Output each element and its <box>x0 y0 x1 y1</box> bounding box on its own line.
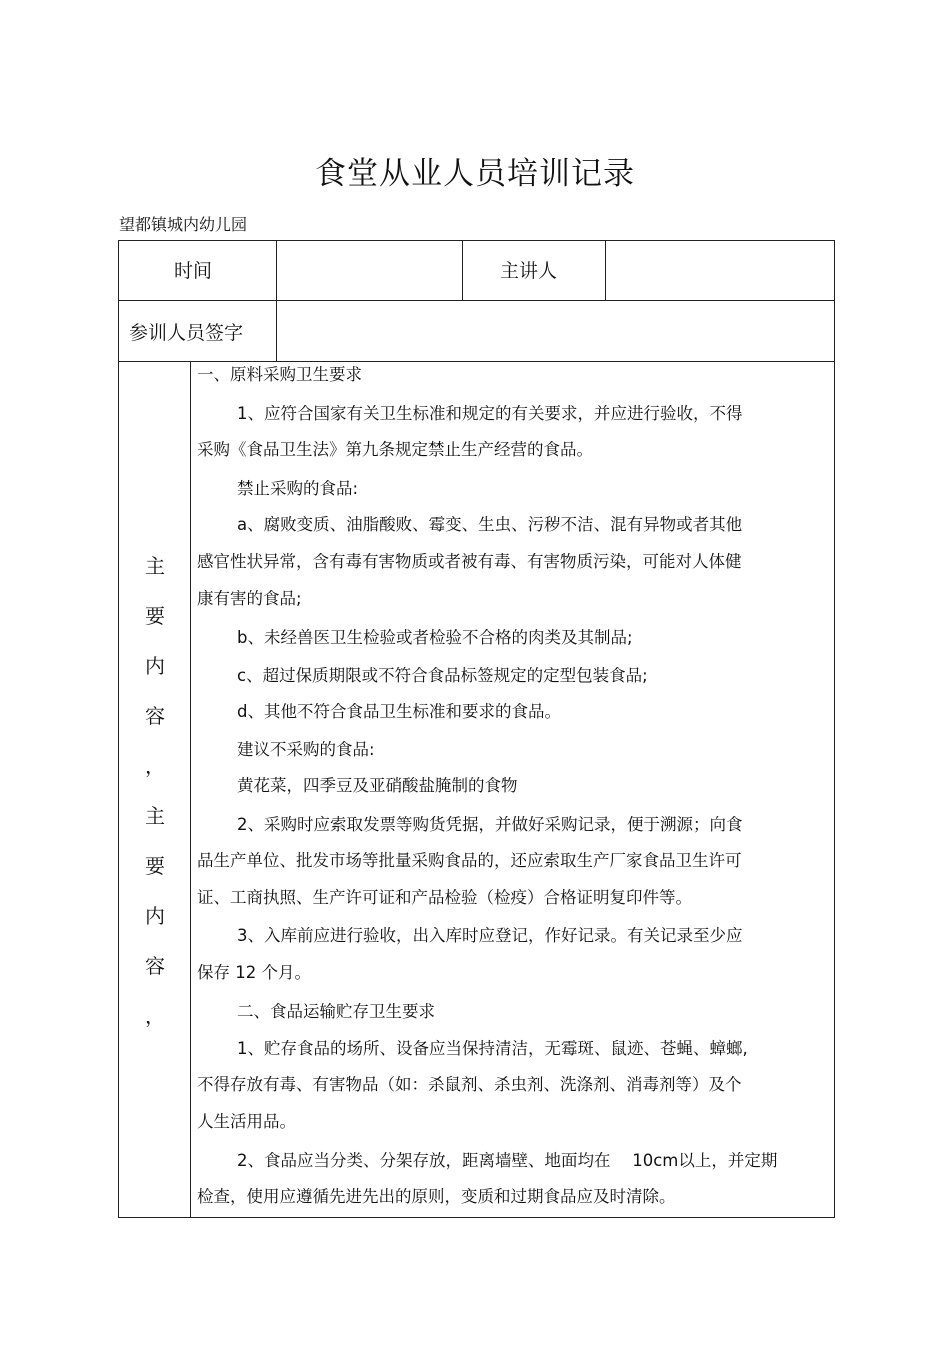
col-divider <box>462 240 463 301</box>
time-label: 时间 <box>174 260 213 282</box>
page-title: 食堂从业人员培训记录 <box>315 156 635 192</box>
content-line: 建议不采购的食品: <box>237 740 375 759</box>
side-char: 主 <box>145 554 165 578</box>
side-char: 要 <box>145 604 165 628</box>
content-line: 品生产单位、批发市场等批量采购食品的，还应索取生产厂家食品卫生许可 <box>197 851 742 870</box>
content-line: 感官性状异常，含有毒有害物质或者被有毒、有害物质污染，可能对人体健 <box>197 552 742 571</box>
content-line: 3、入库前应进行验收，出入库时应登记，作好记录。有关记录至少应 <box>237 926 743 945</box>
content-line: c、超过保质期限或不符合食品标签规定的定型包装食品; <box>237 666 648 685</box>
side-char: 内 <box>145 654 165 678</box>
side-char: ， <box>145 1004 165 1028</box>
content-line: b、未经兽医卫生检验或者检验不合格的肉类及其制品; <box>237 628 633 647</box>
content-line: 禁止采购的食品: <box>237 479 359 498</box>
speaker-label: 主讲人 <box>500 260 558 282</box>
content-line: 2、食品应当分类、分架存放，距离墙壁、地面均在 10cm以上，并定期 <box>237 1151 778 1170</box>
col-divider <box>605 240 606 301</box>
time-value-cell[interactable] <box>280 244 458 298</box>
content-line: 保存 12 个月。 <box>197 963 311 982</box>
side-char: 内 <box>145 904 165 928</box>
content-line: 康有害的食品; <box>197 589 302 608</box>
content-line: a、腐败变质、油脂酸败、霉变、生虫、污秽不洁、混有异物或者其他 <box>237 515 743 534</box>
organization-name: 望都镇城内幼儿园 <box>119 215 248 234</box>
side-char: 主 <box>145 804 165 828</box>
content-line: 黄花菜，四季豆及亚硝酸盐腌制的食物 <box>237 776 518 795</box>
main-content-side-label <box>119 546 191 1046</box>
section-heading: 一、原料采购卫生要求 <box>197 365 362 384</box>
attendees-signature-cell[interactable] <box>280 305 831 359</box>
side-char: 要 <box>145 854 165 878</box>
speaker-value-cell[interactable] <box>609 244 831 298</box>
side-char: 容 <box>145 954 165 978</box>
content-line: 不得存放有毒、有害物品（如：杀鼠剂、杀虫剂、洗涤剂、消毒剂等）及个 <box>197 1075 742 1094</box>
content-line: 1、应符合国家有关卫生标准和规定的有关要求，并应进行验收，不得 <box>237 404 743 423</box>
side-char: 容 <box>145 704 165 728</box>
content-line: 证、工商执照、生产许可证和产品检验（检疫）合格证明复印件等。 <box>197 888 692 907</box>
section-heading: 二、食品运输贮存卫生要求 <box>237 1002 435 1021</box>
content-line: 检查，使用应遵循先进先出的原则，变质和过期食品应及时清除。 <box>197 1187 676 1206</box>
content-line: 2、采购时应索取发票等购货凭据，并做好采购记录，便于溯源；向食 <box>237 815 743 834</box>
content-line: d、其他不符合食品卫生标准和要求的食品。 <box>237 702 561 721</box>
row-divider <box>118 300 835 301</box>
content-line: 采购《食品卫生法》第九条规定禁止生产经营的食品。 <box>197 440 593 459</box>
content-line: 人生活用品。 <box>197 1112 296 1131</box>
col-divider <box>276 240 277 361</box>
content-line: 1、贮存食品的场所、设备应当保持清洁，无霉斑、鼠迹、苍蝇、蟑螂, <box>237 1039 748 1058</box>
attendees-label: 参训人员签字 <box>129 322 244 344</box>
side-char: ， <box>145 754 165 778</box>
